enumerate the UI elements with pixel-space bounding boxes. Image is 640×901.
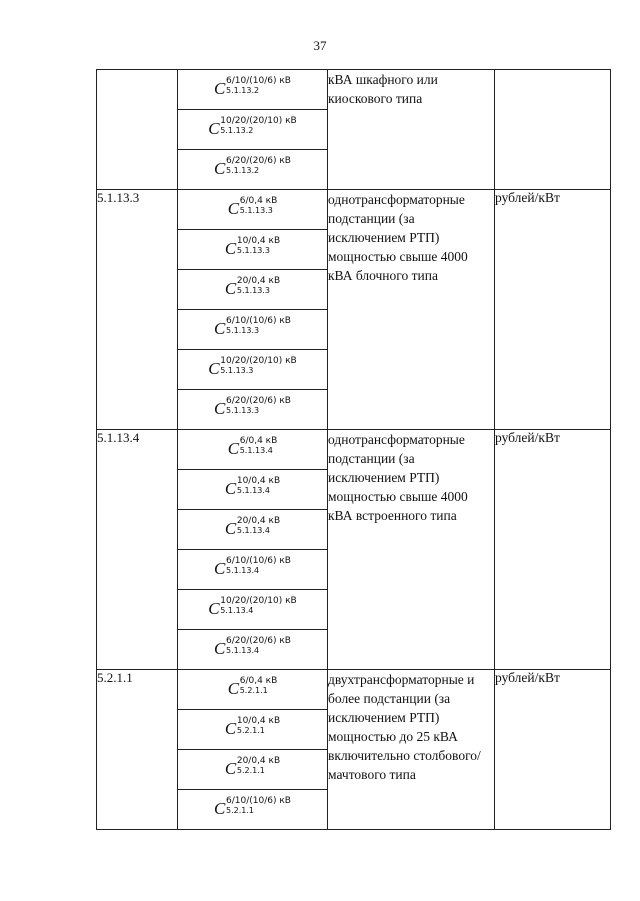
- rate-symbol-cell: [178, 310, 328, 350]
- rate-symbol-voltage: 6/10/(10/6) кВ: [226, 556, 291, 566]
- rate-symbol-index: 5.1.13.3: [226, 406, 260, 415]
- rate-symbol-base: C: [208, 359, 220, 378]
- item-code-cell: 5.2.1.1: [97, 670, 178, 830]
- table-row: [97, 190, 611, 230]
- rate-symbol: [214, 396, 291, 418]
- rate-symbol-base: C: [214, 159, 226, 178]
- rate-symbol-index: 5.2.1.1: [226, 806, 255, 815]
- rate-symbol: [224, 716, 281, 738]
- rate-symbol: [208, 596, 297, 618]
- description-cell: двухтрансформаторные и более подстанции (за исключением РТП) мощностью до 25 кВА включительно столбового/мачтового типа: [328, 670, 495, 830]
- rate-symbol-index: 5.1.13.4: [220, 606, 254, 615]
- rate-symbol-voltage: 6/0,4 кВ: [239, 676, 278, 686]
- rate-symbol-base: C: [214, 639, 226, 658]
- rate-symbol-cell: [178, 790, 328, 830]
- unit-cell: рублей/кВт: [495, 430, 611, 670]
- rate-symbol-base: C: [214, 559, 226, 578]
- rate-symbol-base: C: [214, 399, 226, 418]
- rate-symbol-index: 5.2.1.1: [236, 766, 265, 775]
- table-row: [97, 70, 611, 110]
- rate-symbol-voltage: 10/0,4 кВ: [236, 476, 281, 486]
- rate-symbol-index: 5.1.13.4: [239, 446, 273, 455]
- table-row: [97, 670, 611, 710]
- page-number: 37: [313, 38, 327, 53]
- rate-symbol-index: 5.1.13.2: [226, 166, 260, 175]
- rate-symbol-cell: [178, 190, 328, 230]
- description-cell: кВА шкафного или киоскового типа: [328, 70, 495, 190]
- rate-symbol: [224, 756, 281, 778]
- unit-cell: рублей/кВт: [495, 670, 611, 830]
- rate-symbol: [214, 796, 291, 818]
- unit-cell: рублей/кВт: [495, 190, 611, 430]
- rate-symbol-base: C: [214, 79, 226, 98]
- rate-symbol-index: 5.2.1.1: [239, 686, 268, 695]
- rate-symbol-base: C: [224, 479, 237, 498]
- rate-symbol-cell: [178, 110, 328, 150]
- rate-symbol-index: 5.1.13.3: [236, 246, 270, 255]
- rate-symbol: [224, 236, 281, 258]
- rate-symbol-voltage: 6/0,4 кВ: [239, 436, 278, 446]
- description-cell: однотрансформаторные подстанции (за исключением РТП) мощностью свыше 4000 кВА блочного типа: [328, 190, 495, 430]
- rate-symbol-base: C: [208, 119, 220, 138]
- rate-symbol-base: C: [224, 759, 237, 778]
- rate-symbol: [214, 316, 291, 338]
- rate-symbol-voltage: 20/0,4 кВ: [236, 756, 281, 766]
- rate-symbol-cell: [178, 470, 328, 510]
- rate-symbol-cell: [178, 550, 328, 590]
- rate-symbol: [208, 116, 297, 138]
- item-code-cell: 5.1.13.4: [97, 430, 178, 670]
- rate-symbol-index: 5.1.13.3: [236, 286, 270, 295]
- table-row: [97, 430, 611, 470]
- rate-symbol-cell: [178, 590, 328, 630]
- rate-symbol-index: 5.1.13.3: [226, 326, 260, 335]
- rate-symbol-index: 5.1.13.2: [226, 86, 260, 95]
- rate-symbol-base: C: [227, 679, 240, 698]
- rate-symbol-voltage: 10/20/(20/10) кВ: [220, 356, 297, 366]
- rate-symbol-cell: [178, 710, 328, 750]
- rate-symbol-cell: [178, 430, 328, 470]
- rate-symbol-voltage: 6/10/(10/6) кВ: [226, 796, 291, 806]
- rate-symbol-voltage: 6/20/(20/6) кВ: [226, 636, 291, 646]
- rate-symbol: [227, 196, 278, 218]
- rate-symbol-index: 5.1.13.4: [236, 486, 270, 495]
- rate-symbol-cell: [178, 230, 328, 270]
- rate-symbol: [214, 156, 291, 178]
- tariff-table: [96, 69, 611, 830]
- rate-symbol-index: 5.1.13.4: [226, 566, 260, 575]
- rate-symbol-cell: [178, 350, 328, 390]
- rate-symbol-index: 5.1.13.4: [236, 526, 270, 535]
- description-cell: однотрансформаторные подстанции (за исключением РТП) мощностью свыше 4000 кВА встроенного типа: [328, 430, 495, 670]
- rate-symbol-base: C: [214, 799, 226, 818]
- rate-symbol-base: C: [224, 519, 237, 538]
- rate-symbol-index: 5.1.13.2: [220, 126, 254, 135]
- rate-symbol: [214, 556, 291, 578]
- item-code-cell: 5.1.13.3: [97, 190, 178, 430]
- tariff-table-body: [97, 70, 611, 830]
- rate-symbol-voltage: 20/0,4 кВ: [236, 516, 281, 526]
- rate-symbol-index: 5.2.1.1: [236, 726, 265, 735]
- rate-symbol: [208, 356, 297, 378]
- rate-symbol-base: C: [227, 199, 240, 218]
- rate-symbol: [224, 476, 281, 498]
- rate-symbol: [214, 636, 291, 658]
- rate-symbol-base: C: [208, 599, 220, 618]
- rate-symbol: [227, 436, 278, 458]
- rate-symbol-cell: [178, 70, 328, 110]
- rate-symbol-voltage: 10/20/(20/10) кВ: [220, 596, 297, 606]
- rate-symbol-voltage: 6/10/(10/6) кВ: [226, 316, 291, 326]
- rate-symbol-voltage: 20/0,4 кВ: [236, 276, 281, 286]
- rate-symbol-base: C: [214, 319, 226, 338]
- rate-symbol-index: 5.1.13.3: [220, 366, 254, 375]
- rate-symbol-base: C: [224, 239, 237, 258]
- rate-symbol: [214, 76, 291, 98]
- rate-symbol-voltage: 10/0,4 кВ: [236, 236, 281, 246]
- rate-symbol-index: 5.1.13.3: [239, 206, 273, 215]
- rate-symbol: [224, 516, 281, 538]
- rate-symbol-base: C: [224, 279, 237, 298]
- rate-symbol-cell: [178, 150, 328, 190]
- rate-symbol-voltage: 6/10/(10/6) кВ: [226, 76, 291, 86]
- rate-symbol-voltage: 6/0,4 кВ: [239, 196, 278, 206]
- rate-symbol-voltage: 10/20/(20/10) кВ: [220, 116, 297, 126]
- rate-symbol-base: C: [227, 439, 240, 458]
- rate-symbol-cell: [178, 670, 328, 710]
- rate-symbol-cell: [178, 750, 328, 790]
- item-code-cell: [97, 70, 178, 190]
- rate-symbol-cell: [178, 510, 328, 550]
- rate-symbol-base: C: [224, 719, 237, 738]
- rate-symbol-cell: [178, 270, 328, 310]
- rate-symbol: [224, 276, 281, 298]
- rate-symbol-voltage: 6/20/(20/6) кВ: [226, 396, 291, 406]
- rate-symbol-index: 5.1.13.4: [226, 646, 260, 655]
- rate-symbol-cell: [178, 390, 328, 430]
- unit-cell: [495, 70, 611, 190]
- rate-symbol-cell: [178, 630, 328, 670]
- rate-symbol: [227, 676, 278, 698]
- rate-symbol-voltage: 10/0,4 кВ: [236, 716, 281, 726]
- rate-symbol-voltage: 6/20/(20/6) кВ: [226, 156, 291, 166]
